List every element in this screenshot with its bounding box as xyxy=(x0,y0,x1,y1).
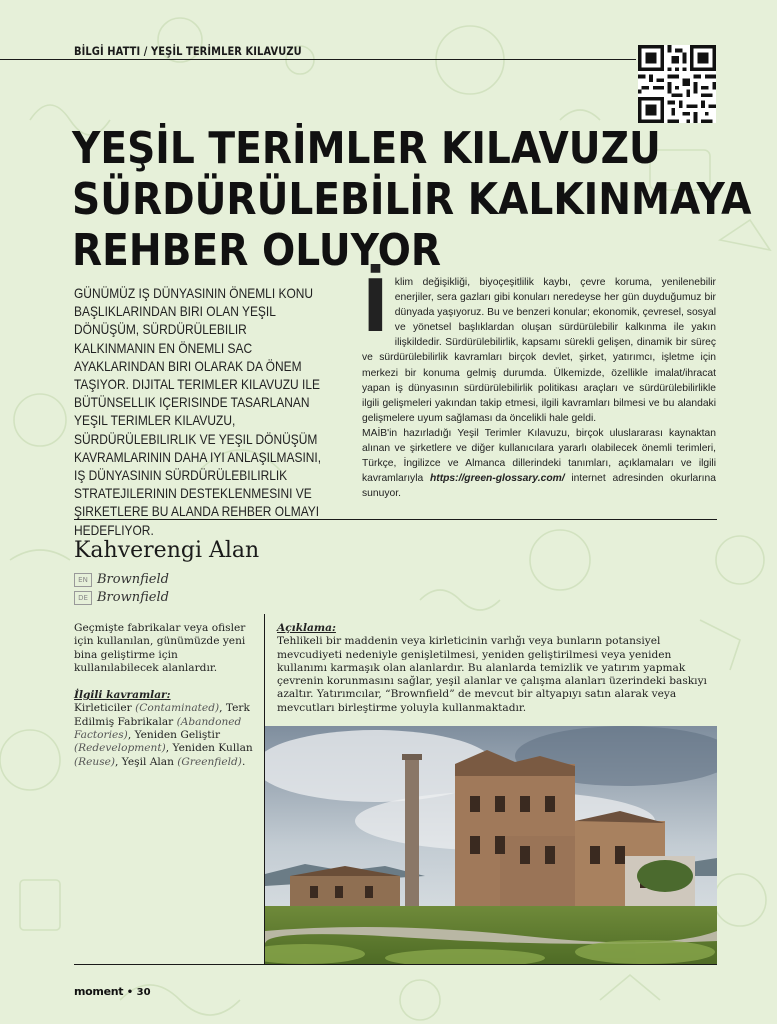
article-title-line-2: SÜRDÜRÜLEBİLİR KALKINMAYA xyxy=(72,175,752,225)
intro-body-paragraph-2-text: MAİB'in hazırladığı Yeşil Terimler Kılavuzu, birçok uluslararası kaynaktan alınan ve şirketlere ve diğer kullanıcılara yararlı olabilecek önemli terimleri, Türkçe, İngilizce ve Almanca dillerindeki tanımları, açıklamaları ve ilgili kavramlarıyla xyxy=(362,427,716,485)
related-term: Yeniden Kullan (Reuse), xyxy=(74,742,253,768)
intro-body-paragraph-2-end: internet adresinden okurlarına sunuyor. xyxy=(362,473,716,500)
explanation-text: Tehlikeli bir maddenin veya kirleticinin varlığı veya bunların potansiyel mevcudiyeti nedeniyle genişletilmesi, yeniden geliştirilmesi veya yeniden kullanımı karmaşık olan alanlardır. Bu alanlarda temizlik ve yatırım yapmak çevrenin korunmasını sağlar, yeşil alanlar ve çalışma alanları üzerindeki baskıyı azaltır. Yatırımcılar, “Brownfield” de mevcut bir altyapıyı satın alarak veya mevcutları birleştirme yoluyla kullanmaktadır. xyxy=(277,635,707,714)
intro-body xyxy=(362,264,716,501)
term-short-definition: Geçmişte fabrikalar veya ofisler için kullanılan, günümüzde yeni bina geliştirme için kullanılabilecek alanlardır. xyxy=(74,622,246,674)
intro-body-paragraph-2 xyxy=(362,426,716,501)
header-rule xyxy=(0,59,636,60)
page-footer xyxy=(74,985,151,998)
term-explanation-column xyxy=(277,622,717,715)
drop-cap: İ xyxy=(362,264,389,348)
explanation-heading: Açıklama: xyxy=(277,622,336,634)
term-german-text: Brownfield xyxy=(97,590,169,605)
intro-body-paragraph-1: klim değişikliği, biyoçeşitlilik kaybı, çevre koruma, yenilenebilir enerjiler, sera gazları gibi konuları neredeyse her gün duyduğumuz bir dünyada yaşıyoruz. Bu ve benzeri konular; ekonomik, çevresel, sosyal ve yönetsel başlıklardan oluşan sürdürülebilir kalkınma ile yakın ilişkildedir. Sürdürülebilirlik, kapsamı sürekli gelişen, dinamik bir süreç ve sürdürülebilirlik kavramları birçok devlet, şirket, yatırımcı, işletme için merkezi bir konuma gelmiş durumda. Ülkemizde, özellikle imalat/ihracat yapan iş dünyasının sürdürülebilirlik politikası araçları ve sürdürülebilirlikle ilgili gelişmeleri yakından takip etmesi, ilgili kavramları bilmesi ve bu alandaki gelişmelere uyum sağlaması da öncelikli hale geldi. xyxy=(362,277,716,424)
related-term: Terk Edilmiş Fabrikalar (Abandoned Factories), xyxy=(74,702,250,742)
article-title-line-1: YEŞİL TERİMLER KILAVUZU xyxy=(72,124,661,174)
german-flag-icon: DE xyxy=(74,591,92,605)
glossary-url-link[interactable]: https://green-glossary.com/ xyxy=(429,473,565,485)
term-english xyxy=(74,572,169,587)
article-title-line-3: REHBER OLUYOR xyxy=(72,226,442,276)
related-terms-heading: İlgili kavramlar: xyxy=(74,689,171,702)
intro-lead: GÜNÜMÜZ IŞ DÜNYASININ ÖNEMLI KONU BAŞLIKLARINDAN BIRI OLAN YEŞIL DÖNÜŞÜM, SÜRDÜRÜLEBILIR KALKINMANIN EN ÖNEMLI SAC AYAKLARINDAN BIRI OLARAK DA ÖNEM TAŞIYOR. DIJITAL TERIMLER KILAVUZU ILE BÜTÜNSELLIK IÇERISINDE TASARLANAN YEŞIL TERIMLER KILAVUZU, SÜRDÜRÜLEBILIRLIK VE YEŞIL DÖNÜŞÜM KAVRAMLARININ DAHA IYI ANLAŞILMASINI, IŞ DÜNYASININ SÜRDÜRÜLEBILIRLIK STRATEJILERININ DESTEKLENMESINI VE ŞIRKETLERE BU ALANDA REHBER OLMAYI HEDEFLIYOR. xyxy=(74,286,322,538)
related-term: Yeşil Alan (Greenfield). xyxy=(121,755,246,768)
term-english-text: Brownfield xyxy=(97,572,169,587)
related-terms-list xyxy=(74,702,254,768)
related-term: Yeniden Geliştir (Redevelopment), xyxy=(74,729,221,755)
term-summary-column xyxy=(74,622,254,769)
page-number: 30 xyxy=(136,987,151,998)
term-title: Kahverengi Alan xyxy=(74,538,260,563)
footer-separator: • xyxy=(126,987,134,998)
qr-code-icon xyxy=(638,45,716,123)
section-label: BİLGİ HATTI / YEŞİL TERİMLER KILAVUZU xyxy=(74,44,302,58)
magazine-logo: moment xyxy=(74,985,124,998)
english-flag-icon: EN xyxy=(74,573,92,587)
section-divider xyxy=(74,519,717,520)
brownfield-factory-photo xyxy=(265,726,717,965)
related-term: Kirleticiler (Contaminated), xyxy=(74,702,226,715)
term-german xyxy=(74,590,169,605)
article-title xyxy=(72,124,751,277)
bottom-rule xyxy=(74,964,717,965)
